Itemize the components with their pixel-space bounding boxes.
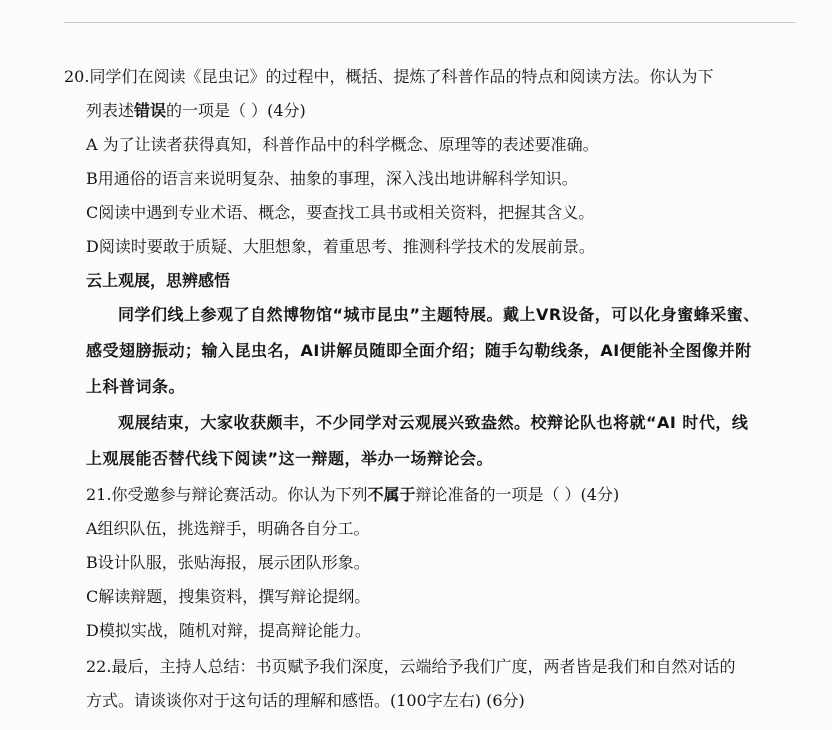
q21-option-b: B设计队服，张贴海报，展示团队形象。 [86, 553, 370, 572]
q21-option-d: D模拟实战，随机对辩，提高辩论能力。 [86, 621, 371, 640]
passage-p2-line1: 观展结束，大家收获颇丰，不少同学对云观展兴致盎然。校辩论队也将就“AI 时代，线 [118, 413, 749, 432]
q22-stem-line2: 方式。请谈谈你对于这句话的理解和感悟。(100字左右) (6分) [86, 691, 525, 710]
q21-option-c: C解读辩题，搜集资料，撰写辩论提纲。 [86, 587, 371, 606]
passage-p1-line3: 上科普词条。 [86, 377, 186, 396]
passage-p1-line1: 同学们线上参观了自然博物馆“城市昆虫”主题特展。戴上VR设备，可以化身蜜蜂采蜜、 [118, 305, 760, 324]
q20-option-a: A 为了让读者获得真知，科普作品中的科学概念、原理等的表述要准确。 [86, 135, 599, 154]
top-rule [64, 22, 796, 23]
q20-emphasis-word: 错误 [134, 101, 167, 120]
q20-option-d: D阅读时要敢于质疑、大胆想象，着重思考、推测科学技术的发展前景。 [86, 237, 595, 256]
q20-stem-line2 [86, 100, 306, 122]
passage-p1-line2: 感受翅膀振动；输入昆虫名，AI讲解员随即全面介绍；随手勾勒线条，AI便能补全图像并附 [86, 341, 752, 360]
q20-stem-line1: 20.同学们在阅读《昆虫记》的过程中，概括、提炼了科普作品的特点和阅读方法。你认为下 [64, 67, 714, 86]
q21-stem [86, 484, 619, 506]
q21-emphasis-word: 不属于 [367, 485, 416, 504]
q20-stem-post: 的一项是（ ）(4分) [166, 101, 306, 120]
q20-option-c: C阅读中遇到专业术语、概念，要查找工具书或相关资料，把握其含义。 [86, 203, 595, 222]
q22-stem-line1: 22.最后，主持人总结：书页赋予我们深度，云端给予我们广度，两者皆是我们和自然对话的 [86, 657, 736, 676]
q20-option-b: B用通俗的语言来说明复杂、抽象的事理，深入浅出地讲解科学知识。 [86, 169, 578, 188]
section-heading: 云上观展，思辨感悟 [86, 271, 231, 290]
q20-stem-pre: 列表述 [86, 101, 135, 120]
q21-option-a: A组织队伍，挑选辩手，明确各自分工。 [86, 519, 370, 538]
q21-stem-pre: 21.你受邀参与辩论赛活动。你认为下列 [86, 485, 368, 504]
passage-p2-line2: 上观展能否替代线下阅读”这一辩题，举办一场辩论会。 [86, 449, 494, 468]
q21-stem-post: 辩论准备的一项是（ ）(4分) [415, 485, 620, 504]
